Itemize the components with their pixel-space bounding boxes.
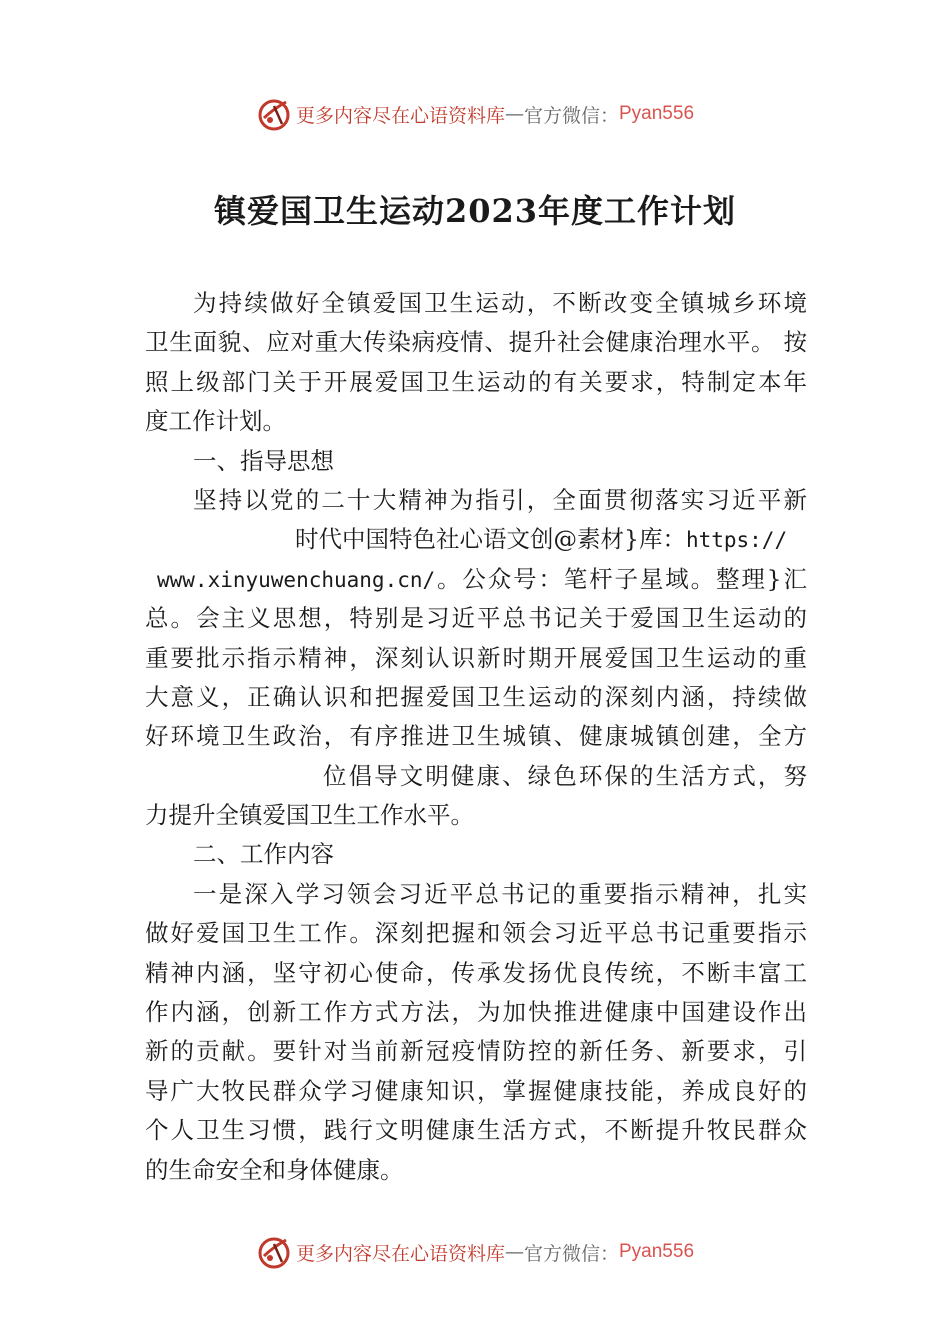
text-line: 重要批示指示精神，深刻认识新时期开展爱国卫生运动的重: [145, 643, 807, 672]
section-heading: 二、工作内容: [193, 840, 334, 869]
text-line: 为持续做好全镇爱国卫生运动，不断改变全镇城乡环境: [193, 289, 807, 317]
text-line: 作内涵，创新工作方式方法，为加快推进健康中国建设作出: [145, 998, 807, 1027]
text-line: 坚持以党的二十大精神为指引，全面贯彻落实习近平新: [193, 485, 807, 514]
intro-paragraph: [145, 284, 807, 442]
header-banner: [0, 94, 950, 134]
section2-paragraph: [145, 875, 807, 1190]
section-heading-2: [145, 835, 807, 874]
banner-left-text: 更多内容尽在心语资料库: [295, 1242, 505, 1265]
banner-dash: —: [504, 103, 524, 125]
text-line: 度工作计划。: [145, 407, 286, 436]
text-line: 做好爱国卫生工作。深刻把握和领会习近平总书记重要指示: [145, 919, 807, 948]
document-title: 镇爱国卫生运动2023年度工作计划: [213, 192, 737, 230]
text-line: 个人卫生习惯，践行文明健康生活方式，不断提升牧民群众: [145, 1116, 807, 1145]
text-line: 精神内涵，坚守初心使命，传承发扬优良传统，不断丰富工: [145, 958, 807, 987]
text-line: 导广大牧民群众学习健康知识，掌握健康技能，养成良好的: [145, 1076, 807, 1105]
banner-right-text: 官方微信：: [523, 104, 619, 127]
text-line: 时代中国特色社心语文创@素材}库：https://: [295, 525, 788, 554]
text-line: 好环境卫生政治，有序推进卫生城镇、健康城镇创建，全方: [145, 722, 807, 751]
text-line: 的生命安全和身体健康。: [145, 1155, 404, 1184]
section-heading-1: [145, 442, 807, 481]
text-line: 大意义，正确认识和把握爱国卫生运动的深刻内涵，持续做: [145, 682, 807, 711]
text-line: 力提升全镇爱国卫生工作水平。: [145, 801, 474, 830]
banner-right-text: 官方微信：: [523, 1242, 619, 1265]
text-line: 总。会主义思想，特别是习近平总书记关于爱国卫生运动的: [145, 604, 807, 633]
brand-logo-icon: [256, 1234, 292, 1270]
banner-left-text: 更多内容尽在心语资料库: [295, 104, 505, 127]
banner-wechat-id: Pyan556: [619, 103, 695, 124]
footer-banner: [0, 1232, 950, 1272]
banner-wechat-id: Pyan556: [619, 1241, 695, 1262]
text-line: 卫生面貌、应对重大传染病疫情、提升社会健康治理水平。 按: [145, 328, 807, 357]
text-line: www.xinyuwenchuang.cn/。公众号：笔杆子星域。整理}汇: [157, 564, 807, 593]
text-line: 照上级部门关于开展爱国卫生运动的有关要求，特制定本年: [145, 367, 807, 396]
text-line: 一是深入学习领会习近平总书记的重要指示精神，扎实: [193, 879, 807, 908]
section-heading: 一、指导思想: [193, 446, 334, 475]
section1-paragraph: [145, 481, 807, 836]
text-line: 新的贡献。要针对当前新冠疫情防控的新任务、新要求，引: [145, 1037, 807, 1066]
banner-dash: —: [504, 1241, 524, 1263]
brand-logo-icon: [256, 96, 292, 132]
document-body: [145, 284, 807, 1190]
text-line: 位倡导文明健康、绿色环保的生活方式，努: [323, 761, 807, 790]
